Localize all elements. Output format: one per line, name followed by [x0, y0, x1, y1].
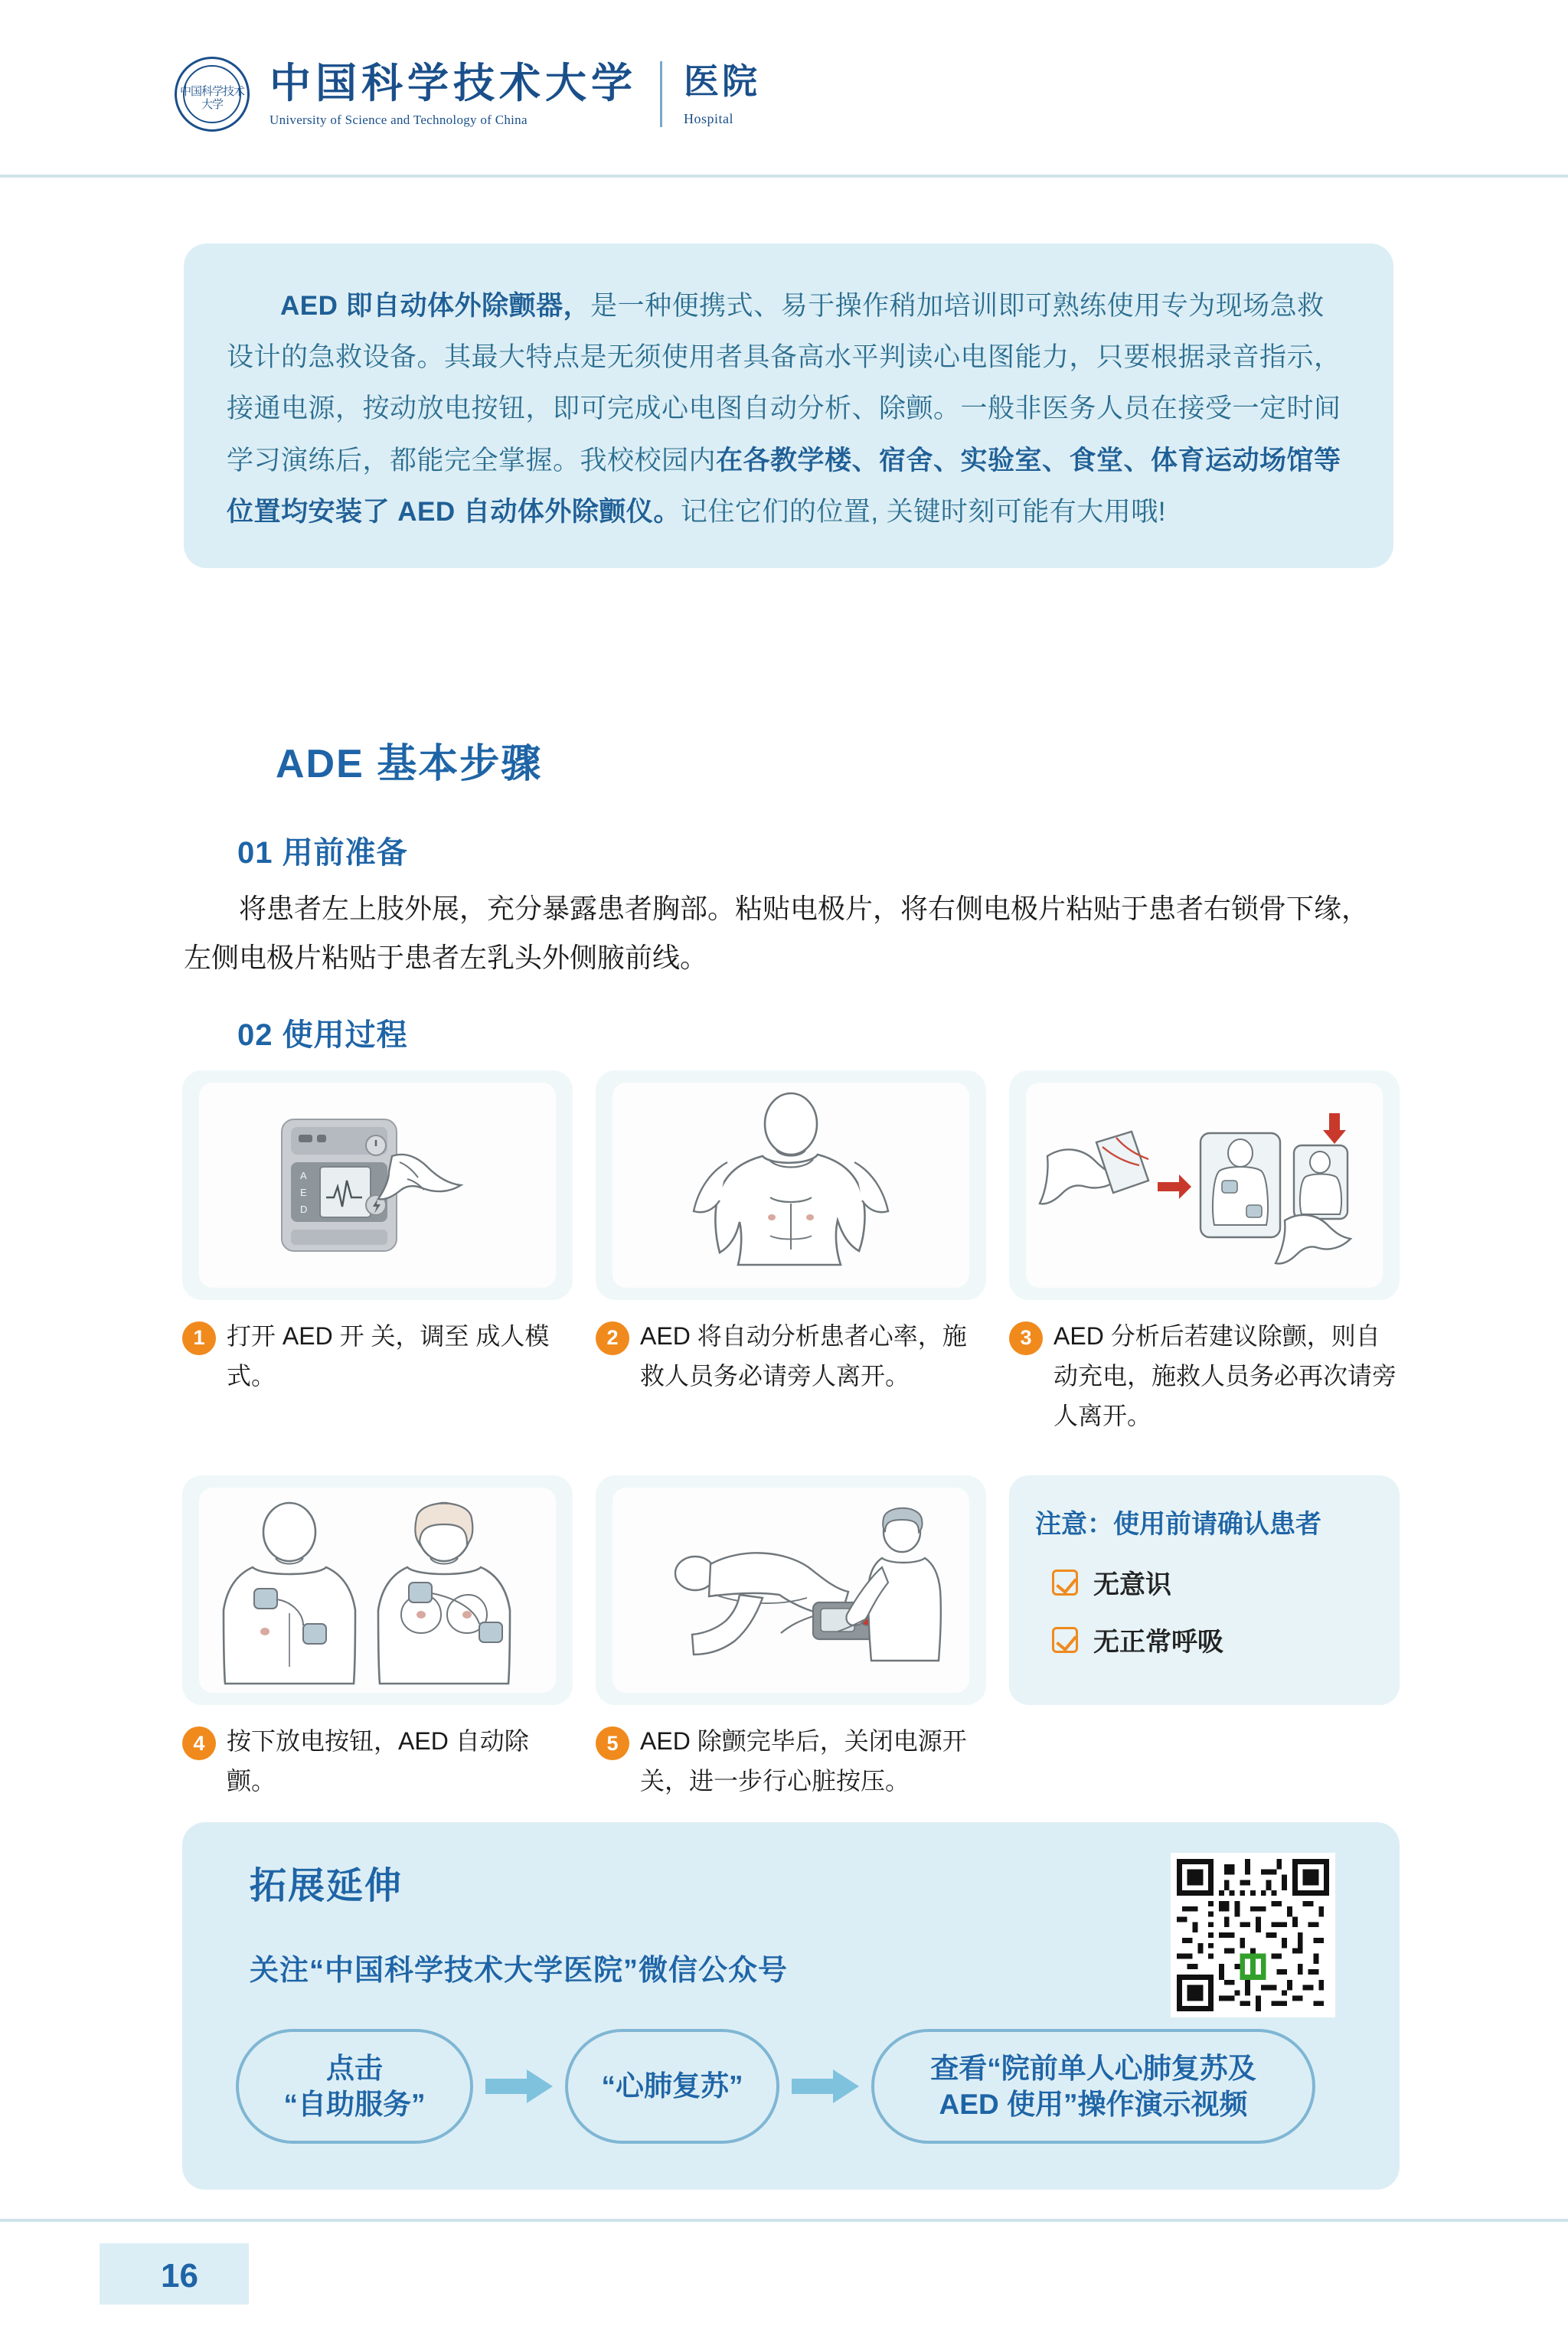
- extension-title: 拓展延伸: [250, 1866, 403, 1906]
- illustration-frame-3: [1009, 1070, 1400, 1300]
- logo-lockup: [175, 57, 760, 132]
- intro-highlight: 在各教学楼、宿舍、实验室、食堂、体育运动场馆等位置均安装了 AED 自动体外除颤仪。: [227, 445, 1341, 527]
- caption-5: [596, 1722, 986, 1802]
- svg-text:E: E: [300, 1187, 307, 1198]
- step1-heading: 01 用前准备: [237, 836, 408, 870]
- caption-text-4: 按下放电按钮，AED 自动除颤。: [227, 1727, 529, 1795]
- caption-text-5: AED 除颤完毕后，关闭电源开关，进一步行心脏按压。: [640, 1727, 967, 1795]
- arrow-right-icon: [482, 2065, 556, 2108]
- notice-box: [1009, 1475, 1400, 1705]
- patient-chest-exposed-icon: [612, 1083, 969, 1288]
- illustration-5: [612, 1488, 969, 1693]
- male-female-pad-position-icon: [199, 1488, 556, 1693]
- caption-3: [1009, 1317, 1400, 1436]
- notice-item-1-label: 无意识: [1093, 1570, 1171, 1600]
- procedure-item-5: [596, 1475, 986, 1802]
- caption-2: [596, 1317, 986, 1396]
- caption-text-1: 打开 AED 开 关，调至 成人模式。: [227, 1322, 550, 1390]
- procedure-grid: [182, 1070, 1400, 1802]
- svg-text:D: D: [300, 1204, 308, 1215]
- step-number-3: 3: [1009, 1321, 1043, 1355]
- illustration-4: [199, 1488, 556, 1693]
- step-number-1: 1: [182, 1321, 216, 1355]
- step1-text: 将患者左上肢外展，充分暴露患者胸部。粘贴电极片，将右侧电极片粘贴于患者右锁骨下缘，左侧电极片粘贴于患者左乳头外侧腋前线。: [184, 893, 1370, 974]
- page-header: [0, 0, 1568, 175]
- notice-title: 注意：使用前请确认患者: [1035, 1510, 1321, 1540]
- flow-step-1[interactable]: [236, 2029, 473, 2144]
- department-name-cn: 医院: [684, 61, 760, 102]
- procedure-item-3: [1009, 1070, 1400, 1436]
- university-name-cn: 中国科学技术大学: [270, 58, 637, 108]
- caption-text-3: AED 分析后若建议除颤，则自动充电，施救人员务必再次请旁人离开。: [1054, 1322, 1397, 1429]
- intro-panel: [184, 243, 1393, 568]
- procedure-row-1: [182, 1070, 1400, 1436]
- illustration-frame-5: [596, 1475, 986, 1705]
- flow-step-2-line1: “心肺复苏”: [601, 2070, 743, 2102]
- flow-step-2[interactable]: [565, 2029, 779, 2144]
- flow-step-3[interactable]: [871, 2029, 1315, 2144]
- step1-paragraph: [184, 884, 1393, 982]
- extension-subtitle: 关注“中国科学技术大学医院”微信公众号: [250, 1955, 789, 1987]
- intro-lead: AED 即自动体外除颤器，: [280, 291, 591, 321]
- university-names: [270, 60, 637, 127]
- illustration-frame-2: [596, 1070, 986, 1300]
- logo-divider: [660, 61, 662, 127]
- arrow-right-icon: [789, 2065, 862, 2108]
- step2-heading: 02 使用过程: [237, 1018, 408, 1052]
- caption-text-2: AED 将自动分析患者心率，施救人员务必请旁人离开。: [640, 1322, 967, 1390]
- intro-body-first: 是一种便携式、易于操作稍加培训即可熟练使用专为现场急救设计的急救设备。其最大特点是无须使用者具备高水平判读心电图能力，只要根据录音指示，接通电源，按动放电按钮，即可完成心电图自动分析、除颤。一般非医务人员在接受一定时间学习演练后，都能完全掌握。我校校园内: [227, 291, 1341, 475]
- flow-step-1-line2: “自助服务”: [283, 2089, 426, 2120]
- illustration-frame-1: [182, 1070, 573, 1300]
- intro-body-last: 记住它们的位置, 关键时刻可能有大用哦!: [680, 496, 1167, 527]
- caption-4: [182, 1722, 573, 1802]
- university-name-en: University of Science and Technology of China: [270, 112, 528, 127]
- header-divider: [0, 175, 1568, 178]
- procedure-item-2: [596, 1070, 986, 1436]
- footer-divider: [0, 2219, 1568, 2222]
- svg-text:A: A: [300, 1170, 307, 1181]
- procedure-row-2: [182, 1475, 1400, 1802]
- procedure-item-4: [182, 1475, 573, 1802]
- extension-panel: [182, 1822, 1400, 2190]
- aed-device-power-button-icon: [199, 1083, 556, 1288]
- illustration-1: [199, 1083, 556, 1288]
- department-names: [684, 61, 760, 127]
- flow-step-3-line1: 查看“院前单人心肺复苏及: [930, 2052, 1256, 2084]
- illustration-3: [1026, 1083, 1383, 1288]
- seal-label: 中国科学技术大学: [179, 84, 244, 111]
- university-seal-icon: [175, 57, 250, 132]
- rescuer-operating-aed-icon: [612, 1488, 969, 1693]
- electrode-pads-placement-icon: [1026, 1083, 1383, 1288]
- notice-item-1: [1035, 1563, 1374, 1601]
- flow-step-1-line1: 点击: [326, 2052, 383, 2084]
- qr-code-container: [1171, 1853, 1335, 2017]
- department-name-en: Hospital: [684, 111, 733, 127]
- wechat-official-account-qr-code: [1177, 1859, 1329, 2011]
- notice-item-2: [1035, 1621, 1374, 1658]
- notice-item-2-label: 无正常呼吸: [1093, 1628, 1223, 1658]
- step-number-4: 4: [182, 1726, 216, 1760]
- page-number: 16: [161, 2257, 198, 2295]
- step-number-5: 5: [596, 1726, 629, 1760]
- step-number-2: 2: [596, 1321, 629, 1355]
- illustration-frame-4: [182, 1475, 573, 1705]
- caption-1: [182, 1317, 573, 1396]
- checkbox-checked-icon: [1052, 1570, 1078, 1596]
- flow-steps: [236, 2029, 1315, 2144]
- checkbox-checked-icon: [1052, 1627, 1078, 1653]
- flow-step-3-line2: AED 使用”操作演示视频: [939, 2089, 1248, 2120]
- illustration-2: [612, 1083, 969, 1288]
- notice-cell: [1009, 1475, 1400, 1802]
- page-title: ADE 基本步骤: [276, 742, 543, 786]
- procedure-item-1: [182, 1070, 573, 1436]
